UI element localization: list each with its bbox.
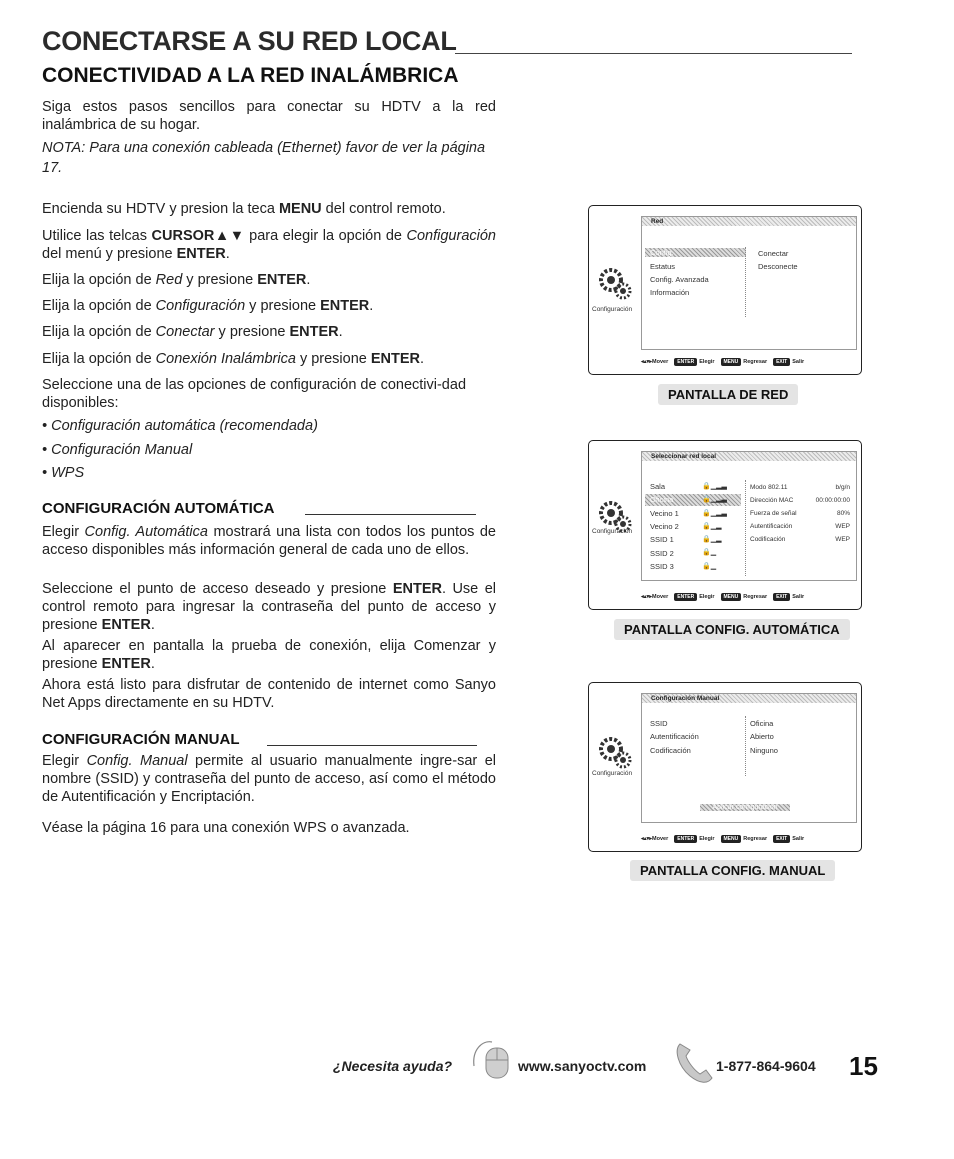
hint: Regresar <box>743 359 768 365</box>
step-6 <box>42 350 496 368</box>
menu-item-informacion[interactable]: Información <box>650 288 690 297</box>
network-item[interactable]: Sala <box>650 482 666 491</box>
side-label: Configuración <box>592 306 633 313</box>
info-label: Modo 802.11 <box>750 484 788 491</box>
page-number: 15 <box>849 1051 878 1081</box>
help-text: ¿Necesita ayuda? <box>333 1058 453 1074</box>
network-item[interactable]: Oficina <box>650 495 674 504</box>
step-3 <box>42 271 496 289</box>
select-options-text: Seleccione una de las opciones de configuración de conectivi-dad disponibles: <box>42 377 467 411</box>
text: Elegir <box>42 524 85 540</box>
step-key: ENTER <box>257 272 307 288</box>
screen-footer <box>641 835 855 845</box>
signal-icons: 🔒▁▂▃ 🔒▁▂▃ 🔒▁▂▃ 🔒▁▂ 🔒▁▂ 🔒▁ 🔒▁ <box>702 483 727 570</box>
text: . Use el control remoto para ingresar la contraseña del punto de acceso y presione <box>42 581 496 633</box>
hint: Elegir <box>699 836 715 842</box>
step-text: del control remoto. <box>321 201 446 217</box>
panel-title: Configuración Manual <box>642 694 856 703</box>
step-2 <box>42 227 496 263</box>
arrows-icon: ◂▴▾▸ <box>641 594 653 600</box>
section-title: CONECTIVIDAD A LA RED INALÁMBRICA <box>42 64 459 87</box>
bullet-text: Configuración Manual <box>51 442 193 458</box>
exit-key: EXIT <box>773 593 790 601</box>
intro-text: Siga estos pasos sencillos para conectar su HDTV a la red inalámbrica de su hogar. <box>42 99 496 133</box>
auto-heading: CONFIGURACIÓN AUTOMÁTICA <box>42 500 275 517</box>
field-label: SSID <box>650 719 668 728</box>
step-option: Red <box>155 272 183 288</box>
info-value: 00:00:00:00 <box>815 497 850 504</box>
menu-item-config-avanzada[interactable]: Config. Avanzada <box>650 275 709 284</box>
text: . <box>150 656 155 672</box>
auto-paragraph-3 <box>42 637 496 673</box>
exit-key: EXIT <box>773 358 790 366</box>
step-text: y presione <box>182 272 258 288</box>
step-text: Elija la opción de <box>42 351 156 367</box>
field-label: Codificación <box>650 746 691 755</box>
option-conectar[interactable]: Conectar <box>758 249 789 258</box>
bullet-item: • Configuración automática (recomendada) <box>42 418 318 434</box>
field-label: Autentificación <box>650 732 699 741</box>
gear-icon <box>597 266 633 302</box>
divider <box>745 247 746 317</box>
info-value: WEP <box>835 523 850 530</box>
info-label: Autentificación <box>750 523 793 530</box>
step-key: MENU <box>278 201 322 217</box>
step-text: . <box>338 324 343 340</box>
step-text: y presione <box>295 351 371 367</box>
step-text: Elija la opción de <box>42 298 156 314</box>
panel-title: Seleccionar red local <box>642 452 856 461</box>
apply-button[interactable]: Aplicar configuración <box>700 804 790 811</box>
gear-icon <box>597 735 633 771</box>
step-text: . <box>369 298 374 314</box>
step-4 <box>42 297 496 315</box>
text: Al aparecer en pantalla la prueba de conexión, elija Comenzar y presione <box>42 638 496 672</box>
info-value: WEP <box>835 536 850 543</box>
caption-red: PANTALLA DE RED <box>658 384 798 405</box>
encryption-value[interactable]: Ninguno <box>750 746 778 755</box>
step-5 <box>42 323 496 341</box>
mouse-icon <box>470 1036 514 1084</box>
heading-rule <box>305 514 476 515</box>
step-option: Configuración <box>406 228 496 244</box>
side-label: Configuración <box>592 770 633 777</box>
hint: Salir <box>792 836 805 842</box>
auto-paragraph-4: Ahora está listo para disfrutar de contenido de internet como Sanyo Net Apps directamente en su HDTV. <box>42 677 496 711</box>
intro-note <box>42 138 496 178</box>
info-value: b/g/n <box>835 484 850 491</box>
note-label: NOTA <box>42 140 82 156</box>
step-1 <box>42 200 496 218</box>
step-key: ENTER <box>176 246 226 262</box>
caption-manual: PANTALLA CONFIG. MANUAL <box>630 860 835 881</box>
enter-key: ENTER <box>674 593 697 601</box>
info-label: Codificación <box>750 536 786 543</box>
note-text: : Para una conexión cableada (Ethernet) favor de ver la página 17. <box>42 140 486 176</box>
info-label: Dirección MAC <box>750 497 794 504</box>
manual-paragraph-1 <box>42 752 496 806</box>
manual-heading: CONFIGURACIÓN MANUAL <box>42 731 240 748</box>
step-text: Encienda su HDTV y presion la teca <box>42 201 279 217</box>
step-text: y presione <box>214 324 290 340</box>
menu-panel <box>641 216 857 350</box>
network-item[interactable]: SSID 3 <box>650 562 674 571</box>
auto-paragraph-2 <box>42 580 496 634</box>
menu-key: MENU <box>721 358 742 366</box>
step-text: para elegir la opción de <box>244 228 407 244</box>
hint: Regresar <box>743 594 768 600</box>
step-text: . <box>420 351 425 367</box>
caption-auto: PANTALLA CONFIG. AUTOMÁTICA <box>614 619 850 640</box>
manual-paragraph-2: Véase la página 16 para una conexión WPS o avanzada. <box>42 820 410 836</box>
website-link[interactable]: www.sanyoctv.com <box>518 1058 647 1074</box>
step-text: y presione <box>245 298 321 314</box>
bullet-item: • WPS <box>42 465 85 481</box>
text: Elegir <box>42 753 87 769</box>
network-item[interactable]: Vecino 2 <box>650 522 679 531</box>
network-item[interactable]: SSID 1 <box>650 535 674 544</box>
text: permite al usuario manualmente ingre-sar el nombre (SSID) y contraseña del punto de acceso, así como el método de Autentificación y Encriptación. <box>42 753 496 805</box>
step-text: del menú y presione <box>42 246 177 262</box>
key: ENTER <box>101 617 151 633</box>
step-option: Conexión Inalámbrica <box>155 351 296 367</box>
network-panel <box>641 451 857 581</box>
arrows-icon: ◂▴▾▸ <box>641 359 653 365</box>
option-name: Config. Automática <box>84 524 208 540</box>
key: ENTER <box>392 581 442 597</box>
network-item[interactable]: Vecino 1 <box>650 509 679 518</box>
page-title: CONECTARSE A SU RED LOCAL <box>42 26 457 56</box>
text: mostrará una lista con todos los puntos de acceso disponibles más información general de cada uno de ellos. <box>42 524 496 558</box>
intro-paragraph <box>42 98 496 134</box>
screen-red <box>588 205 862 375</box>
network-item[interactable]: SSID 2 <box>650 549 674 558</box>
hint: Regresar <box>743 836 768 842</box>
heading-rule <box>267 745 477 746</box>
step-key: ENTER <box>320 298 370 314</box>
menu-item-config[interactable]: Config. <box>645 248 746 257</box>
ssid-value[interactable]: Oficina <box>750 719 774 728</box>
screen-footer <box>641 593 855 603</box>
step-text: Elija la opción de <box>42 324 156 340</box>
manual-panel <box>641 693 857 823</box>
hint: Salir <box>792 594 805 600</box>
phone-icon <box>672 1040 714 1086</box>
auth-value[interactable]: Abierto <box>750 732 774 741</box>
bullet-text: Configuración automática (recomendada) <box>51 418 318 434</box>
bullet-text: WPS <box>51 465 85 481</box>
exit-key: EXIT <box>773 835 790 843</box>
phone-number[interactable]: 1-877-864-9604 <box>716 1058 816 1074</box>
step-text: . <box>306 272 311 288</box>
auto-paragraph-1 <box>42 523 496 559</box>
enter-key: ENTER <box>674 835 697 843</box>
bullet-item: • Configuración Manual <box>42 442 193 458</box>
enter-key: ENTER <box>674 358 697 366</box>
step-option: Conectar <box>155 324 215 340</box>
side-label: Configuración <box>592 528 633 535</box>
step-text: . <box>225 246 230 262</box>
text: . <box>150 617 155 633</box>
arrows-icon: ◂▴▾▸ <box>641 836 653 842</box>
panel-title: Red <box>642 217 856 226</box>
screen-footer <box>641 358 855 368</box>
hint: Elegir <box>699 594 715 600</box>
divider <box>745 480 746 576</box>
hint: Mover <box>652 594 669 600</box>
hint: Mover <box>652 836 669 842</box>
step-key: CURSOR▲▼ <box>151 228 245 244</box>
hint: Mover <box>652 359 669 365</box>
title-rule <box>455 53 852 54</box>
info-label: Fuerza de señal <box>750 510 797 517</box>
hint: Elegir <box>699 359 715 365</box>
menu-item-estatus[interactable]: Estatus <box>650 262 676 271</box>
info-value: 80% <box>836 510 850 517</box>
text: Seleccione el punto de acceso deseado y presione <box>42 581 393 597</box>
menu-key: MENU <box>721 835 742 843</box>
step-option: Configuración <box>155 298 246 314</box>
menu-key: MENU <box>721 593 742 601</box>
hint: Salir <box>792 359 805 365</box>
screen-auto <box>588 440 862 610</box>
divider <box>745 716 746 776</box>
option-name: Config. Manual <box>86 753 188 769</box>
step-key: ENTER <box>289 324 339 340</box>
step-text: Elija la opción de <box>42 272 156 288</box>
screen-manual <box>588 682 862 852</box>
key: ENTER <box>101 656 151 672</box>
step-key: ENTER <box>370 351 421 367</box>
step-text: Utilice las telcas <box>42 228 152 244</box>
option-desconecte[interactable]: Desconecte <box>758 262 798 271</box>
